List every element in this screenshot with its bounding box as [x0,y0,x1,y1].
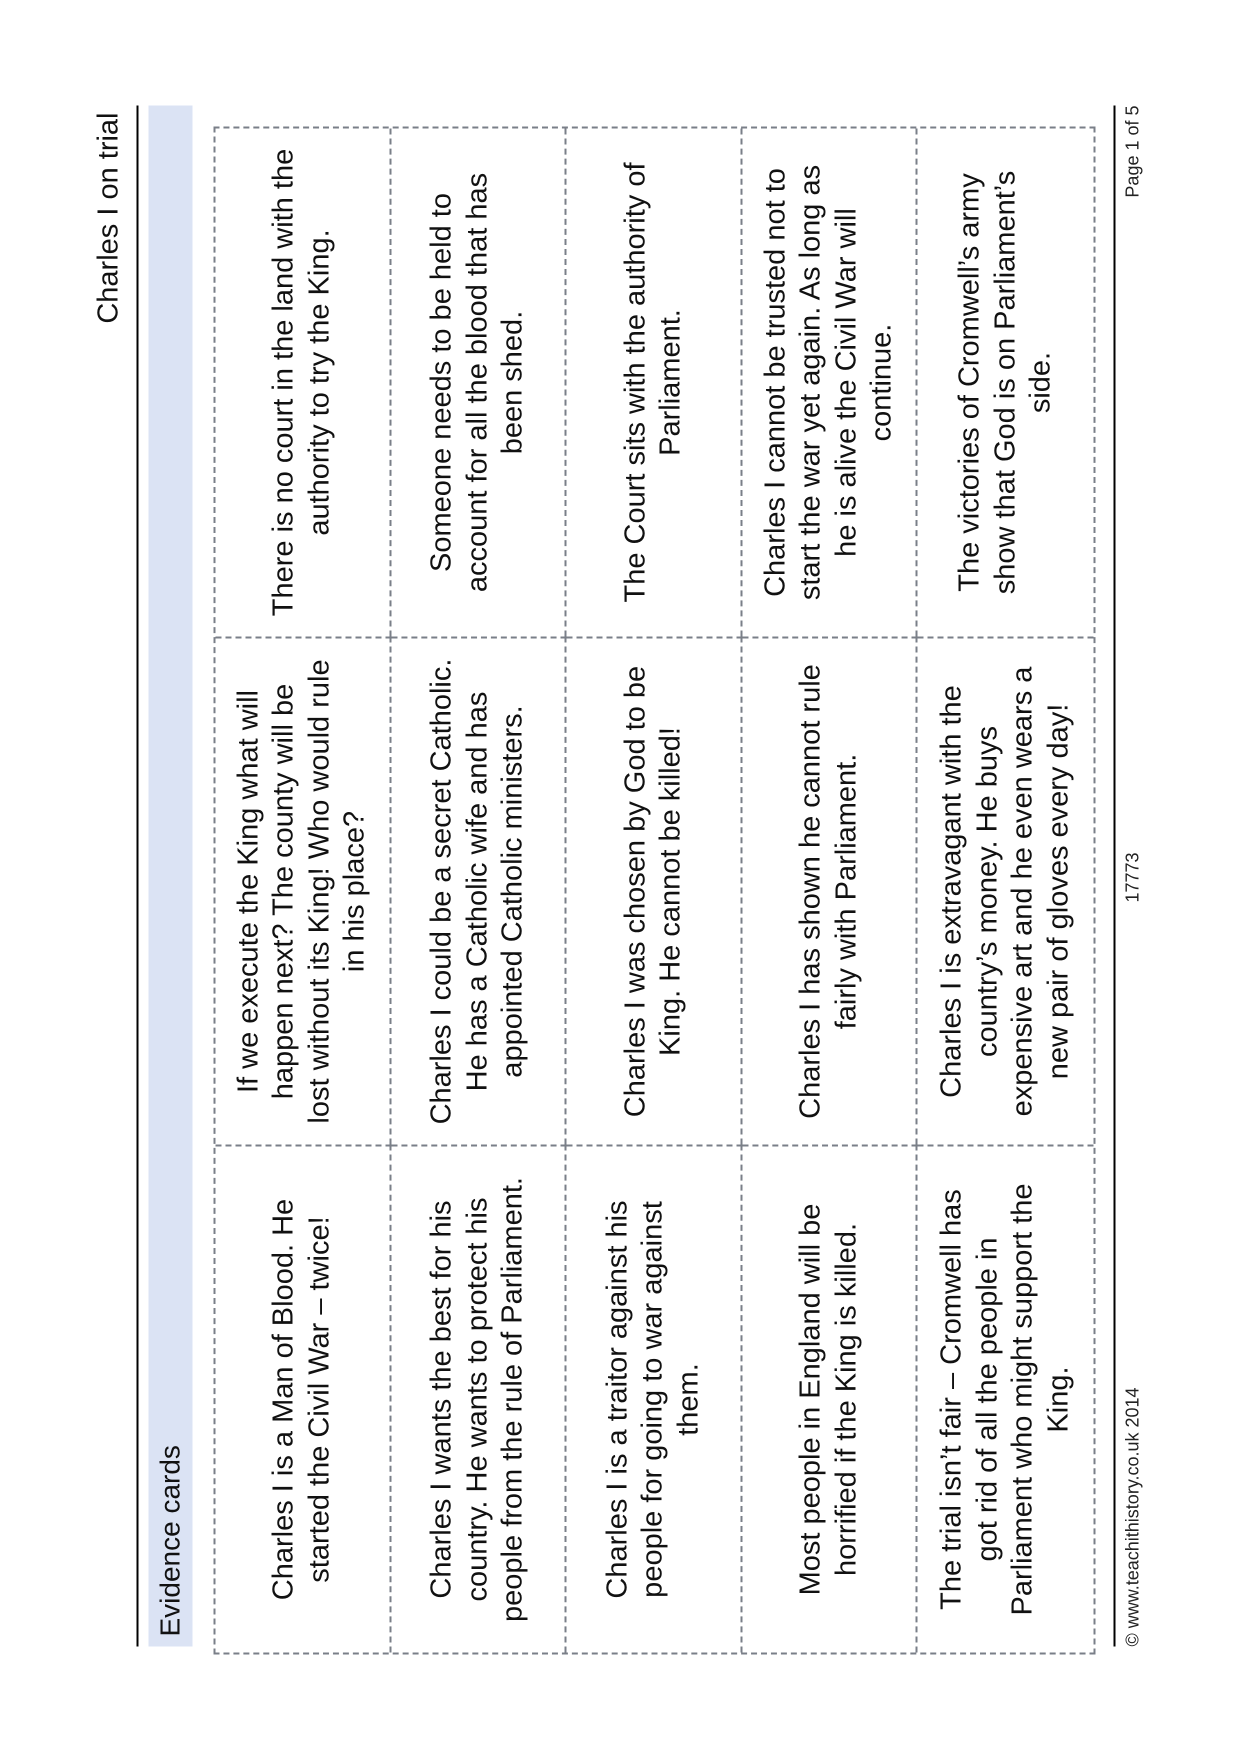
evidence-card: Someone needs to be held to account for all the blood that has been shed. [391,128,567,636]
evidence-card: Charles I was chosen by God to be King. He cannot be killed! [566,636,742,1144]
evidence-card: The Court sits with the authority of Parliament. [566,128,742,636]
evidence-card: Charles I could be a secret Catholic. He has a Catholic wife and has appointed Catholic ministers. [391,636,567,1144]
header-rule [136,105,138,1646]
footer-copyright: © www.teachithistory.co.uk 2014 [1122,1386,1142,1646]
footer-rule [1113,105,1115,1646]
evidence-card: Charles I wants the best for his country. He wants to protect his people from the rule of Parliament. [391,1144,567,1652]
evidence-card: If we execute the King what will happen next? The county will be lost without its King! Who would rule in his place? [215,636,391,1144]
evidence-card: The trial isn’t fair – Cromwell has got rid of all the people in Parliament who might support the King. [917,1144,1093,1652]
section-label: Evidence cards [148,105,192,1646]
footer-page-number: Page 1 of 5 [1122,105,1142,198]
evidence-cards-grid [213,126,1095,1654]
evidence-card: Charles I is a traitor against his people for going to war against them. [566,1144,742,1652]
evidence-card: Charles I is a Man of Blood. He started the Civil War – twice! [215,1144,391,1652]
footer-document-code: 17773 [1122,851,1142,903]
evidence-card: Charles I is extravagant with the country’s money. He buys expensive art and he even wears a new pair of gloves every day! [917,636,1093,1144]
evidence-card: There is no court in the land with the authority to try the King. [215,128,391,636]
evidence-card: Charles I cannot be trusted not to start the war yet again. As long as he is alive the Civil War will continue. [742,128,918,636]
evidence-card: The victories of Cromwell’s army show that God is on Parliament’s side. [953,170,1056,594]
evidence-card: Charles I has shown he cannot rule fairly with Parliament. [742,636,918,1144]
page-title: Charles I on trial [92,112,124,324]
evidence-card: Most people in England will be horrified if the King is killed. [742,1144,918,1652]
